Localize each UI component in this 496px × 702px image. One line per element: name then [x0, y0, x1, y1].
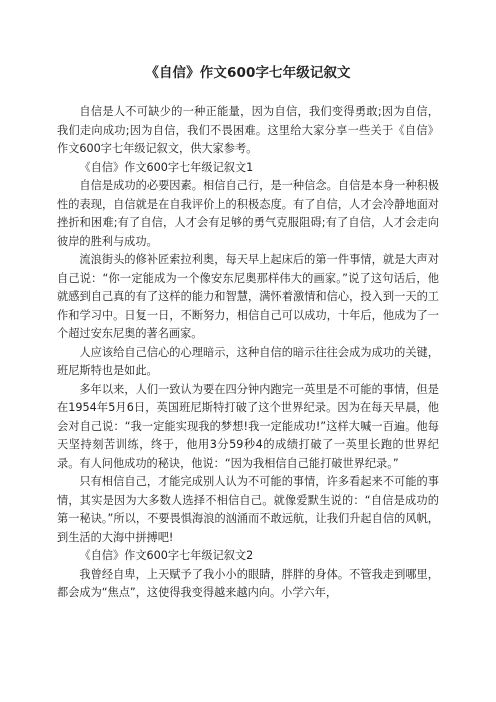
document-title: 《自信》作文600字七年级记叙文	[145, 65, 351, 81]
intro-paragraph: 自信是人不可缺少的一种正能量，因为自信，我们变得勇敢;因为自信，我们走向成功;因为自信，我们不畏困难。这里给大家分享一些关于《自信》作文600字七年级记叙文，供大家参考。	[57, 105, 439, 155]
essay-2-heading: 《自信》作文600字七年级记叙文2	[79, 549, 254, 562]
document-body	[57, 103, 439, 603]
body-paragraph: 人应该给自己信心的心理暗示，这种自信的暗示往往会成为成功的关键，班尼斯特也是如此。	[57, 345, 439, 377]
body-paragraph: 自信是成功的必要因素。相信自己行，是一种信念。自信是本身一种积极性的表现，自信就是在自我评价上的积极态度。有了自信，人才会冷静地面对挫折和困难;有了自信，人才会有足够的勇气克服阻碍;有了自信，人才会走向彼岸的胜利与成功。	[57, 179, 439, 248]
body-paragraph: 只有相信自己，才能完成别人认为不可能的事情，许多看起来不可能的事情，其实是因为大多数人选择不相信自己。就像爱默生说的：“自信是成功的第一秘诀。”所以，不要畏惧海浪的汹涌而不敢远航，让我们升起自信的风帆，到生活的大海中拼搏吧!	[57, 475, 439, 544]
essay-1-heading: 《自信》作文600字七年级记叙文1	[79, 160, 254, 174]
body-paragraph: 我曾经自卑，上天赋予了我小小的眼睛，胖胖的身体。不管我走到哪里，都会成为“焦点”，这使得我变得越来越内向。小学六年，	[57, 567, 439, 599]
body-paragraph: 流浪街头的修补匠索拉利奥，每天早上起床后的第一件事情，就是大声对自己说：“你一定能成为一个像安东尼奥那样伟大的画家。”说了这句话后，他就感到自己真的有了这样的能力和智慧，满怀着激情和信心，投入到一天的工作和学习中。日复一日，不断努力，相信自己可以成功，十年后，他成为了一个超过安东尼奥的著名画家。	[57, 253, 439, 340]
body-paragraph: 多年以来，人们一致认为要在四分钟内跑完一英里是不可能的事情，但是在1954年5月6日，英国班尼斯特打破了这个世界纪录。因为在每天早晨，他会对自己说：“我一定能实现我的梦想!我一定能成功!”这样大喊一百遍。他每天坚持刻苦训练，终于，他用3分59秒4的成绩打破了一英里长跑的世界纪录。有人问他成功的秘诀，他说：“因为我相信自己能打破世界纪录。”	[57, 382, 439, 470]
